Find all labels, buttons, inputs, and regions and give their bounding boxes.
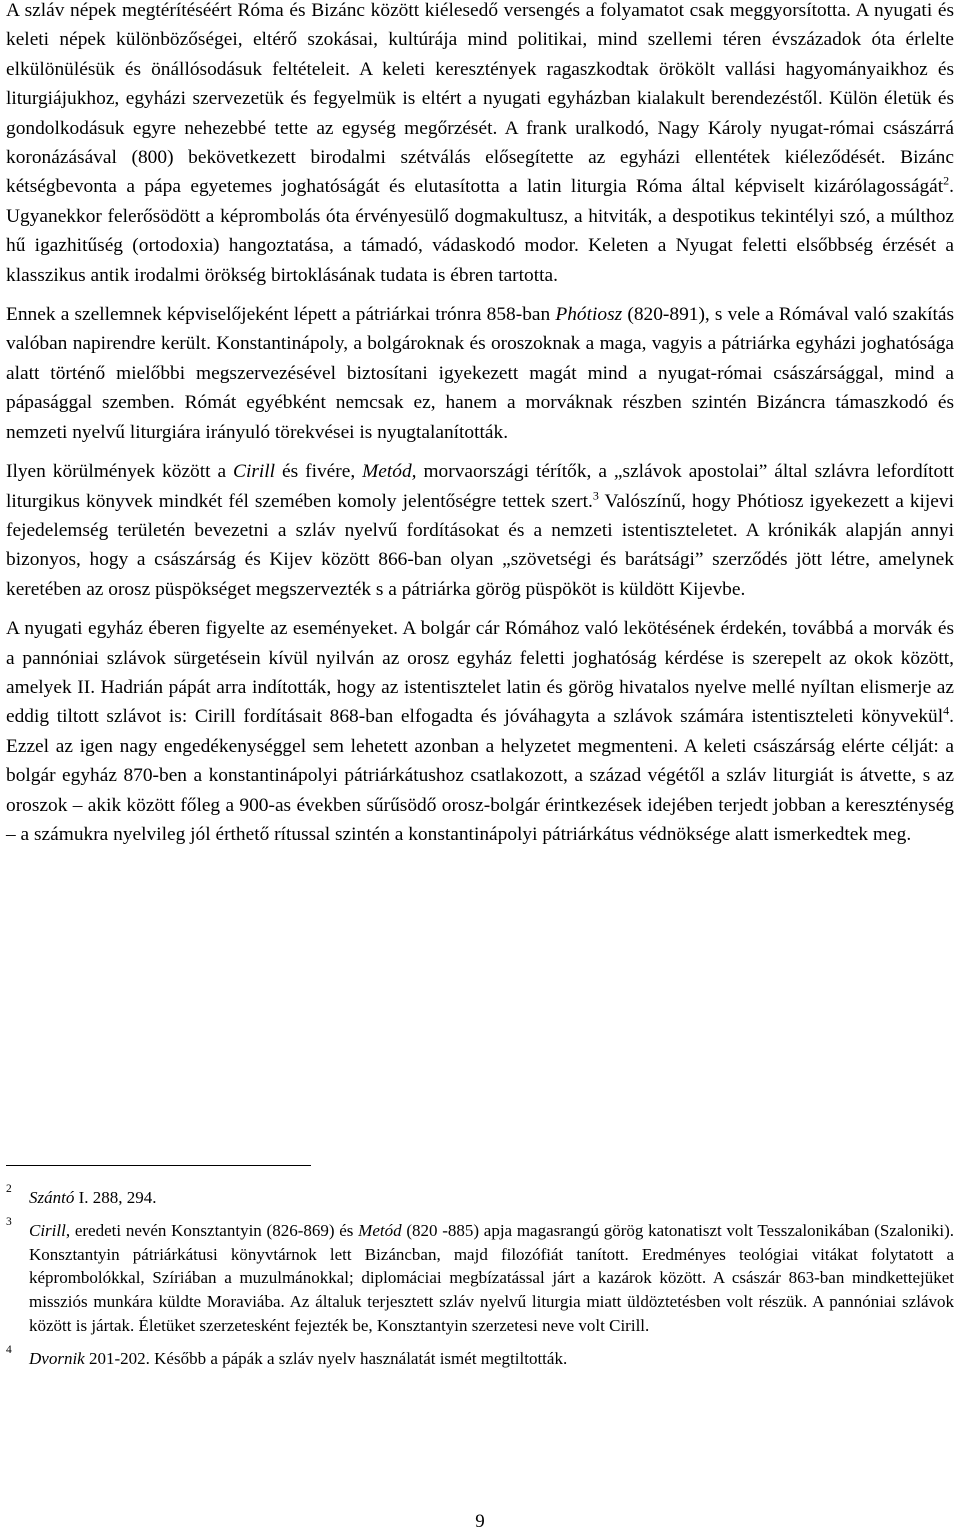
text-run: (820-891), s vele a Rómával való szakítás valóban napirendre került. Konstantinápoly, a bolgároknak és oroszoknak a maga, vagyis a pátriárka egyházi joghatósága alatt történő mielőbbi megszervezésével biztosítani igyekezett magát mind a nyugat-római császársággal, mind a pápasággal szemben. Rómát egyébként nemcsak ez, hanem a morváknak részben szintén Bizáncra támaszkodó és nemzeti nyelvű liturgiára irányuló törekvései is nyugtalanították. — [6, 304, 954, 443]
text-run: A szláv népek megtérítéséért Róma és Bizánc között kiélesedő versengés a folyamatot csak meggyorsította. A nyugati és keleti népek különbözőségei, eltérő szokásai, kultúrája mind politikai, mind szellemi téren évszázadok óta érlelte elkülönülésük és önállósodásuk feltételeit. A keleti keresztények ragaszkodtak örökölt vallási hagyományaikhoz és liturgiájukhoz, egyházi szervezetük és fegyelmük is eltért a nyugati egyházban kialakult berendezéstől. Külön életük és gondolkodásuk egyre nehezebbé tette az egység megőrzését. A frank uralkodó, Nagy Károly nyugat-római császárrá koronázásával (800) bekövetkezett birodalmi szétválás elősegítette az egyházi ellentétek kiéleződését. Bizánc kétségbevonta a pápa egyetemes joghatóságát és elutasította a latin liturgia Róma által képviselt kizárólagosságát — [6, 0, 954, 198]
footnote-separator — [6, 1165, 311, 1166]
footnote-ref-2[interactable]: 2 — [943, 173, 950, 188]
text-run: A nyugati egyház éberen figyelte az eseményeket. A bolgár cár Rómához való lekötésének érdekén, továbbá a morvák és a pannóniai szlávok sürgetésein kívül nyilván az orosz egyház feletti joghatóság kérdése is szerepelt az okok között, amelyek II. Hadrián pápát arra indították, hogy az istentisztelet latin és görög hivatalos nyelve mellé nyíltan elismerje az eddig tiltott szlávot is: Cirill fordításait 868-ban elfogadta és jóváhagyta a szlávok számára istentiszteleti könyvekül — [6, 618, 954, 728]
footnote-ref-3[interactable]: 3 — [592, 488, 599, 503]
italic-name-cirill: Cirill — [233, 461, 276, 483]
italic-author: Dvornik — [29, 1348, 85, 1368]
text-run: morvaországi térítők, a „szlávok apostolai” által szlávra lefordított liturgikus könyvek mindkét fél szemében komoly jelentőségre tettek szert. — [6, 461, 954, 512]
footnote-number: 2 — [6, 1183, 12, 1195]
footnotes — [6, 1183, 954, 1380]
italic-name-cirill: Cirill — [29, 1220, 66, 1240]
footnote-3 — [6, 1215, 954, 1338]
paragraph-3 — [6, 457, 954, 604]
document-page — [6, 0, 954, 1532]
footnote-4 — [6, 1343, 954, 1371]
text-run: , eredeti nevén Konsztantyin (826-869) és — [65, 1220, 359, 1240]
text-run: I. 288, 294. — [74, 1188, 157, 1207]
page-number: 9 — [475, 1511, 485, 1532]
text-run: Ennek a szellemnek képviselőjeként lépett a pátriárkai trónra 858-ban — [6, 304, 556, 326]
text-run: . Ugyanekkor felerősödött a képrombolás óta érvényesülő dogmakultusz, a hitviták, a despotikus tekintélyi szó, a múlthoz hű igazhitűség (ortodoxia) hangoztatása, a támadó, vádaskodó modor. Keleten a Nyugat feletti elsőbbség érzését a klasszikus antik irodalmi örökség birtoklásának tudata is ébren tartotta. — [6, 176, 954, 286]
text-run: 201-202. Később a pápák a szláv nyelv használatát ismét megtiltották. — [84, 1348, 568, 1368]
italic-author: Szántó — [29, 1188, 75, 1207]
body-text — [6, 0, 954, 849]
italic-name-photiosz: Phótiosz — [555, 304, 623, 326]
footnote-number: 4 — [6, 1343, 12, 1356]
footnote-2 — [6, 1183, 954, 1210]
italic-name-metod: Metód — [358, 1220, 402, 1240]
text-run: Ilyen körülmények között a — [6, 461, 234, 483]
footnote-number: 3 — [6, 1215, 12, 1228]
paragraph-1 — [6, 0, 954, 290]
footnote-ref-4[interactable]: 4 — [943, 703, 950, 718]
paragraph-2 — [6, 300, 954, 447]
text-run: (820 -885) apja magasrangú görög katonatiszt volt Tesszalonikában (Szaloniki). Konsztantyin pátriárkátusi könyvtárnok lett Bizáncban, majd filozófiát tanított. Eredményes teológiai vitákat folytatott a képrombolókkal, Szíriában a muzulmánokkal; diplomáciai megbízatással járt a kazárok között. A császár 863-ban mindkettejüket missziós munkára küldte Moraviába. Az általuk terjesztett szláv nyelvű liturgia miatt üldöztetésben volt részük. A pannóniai szlávok között is jártak. Életüket szerzetesként fejezték be, Konsztantyin szerzetesi neve volt Cirill. — [29, 1220, 954, 1335]
text-run: Valószínű, hogy Phótiosz igyekezett a kijevi fejedelemség területén bevezetni a szláv nyelvű fordításokat és a nemzeti istentiszteletet. A krónikák alapján annyi bizonyos, hogy a császárság és Kijev között 866-ban olyan „szövetségi és barátsági” szerződés jött létre, amelynek keretében az orosz püspökséget megszervezték s a pátriárka görög püspököt is küldött Kijevbe. — [6, 490, 954, 600]
text-run: . Ezzel az igen nagy engedékenységgel sem lehetett azonban a helyzetet megmenteni. A keleti császárság elérte célját: a bolgár egyház 870-ben a konstantinápolyi pátriárkátushoz csatlakozott, a század végétől a szláv liturgiát is átvette, s az oroszok – akik között főleg a 900-as években sűrűsödő orosz-bolgár érintkezések idejében terjedt jobban a kereszténység – a számukra nyelvileg jól érthető rítussal szintén a konstantinápolyi pátriárkátus védnöksége alatt ismerkedtek meg. — [6, 706, 954, 845]
text-run: és fivére, — [275, 461, 363, 483]
paragraph-4 — [6, 614, 954, 849]
italic-name-metod: Metód, — [362, 461, 417, 483]
